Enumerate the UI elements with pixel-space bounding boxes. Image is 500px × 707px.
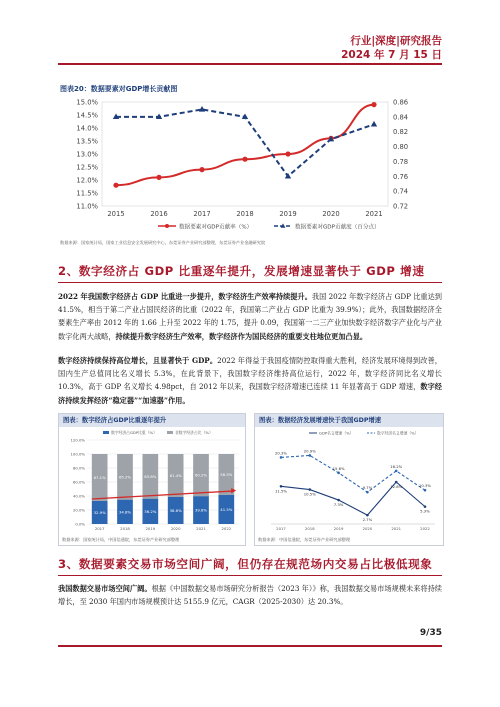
digital-growth-point	[280, 456, 283, 459]
x-tick-label: 2019	[145, 526, 156, 531]
digital-growth-label: 15.6%	[332, 465, 345, 471]
digital-growth-point	[337, 472, 340, 475]
bar-label-digital: 34.8%	[118, 509, 132, 515]
fig-left-panel	[58, 413, 246, 546]
fig-left-title: 图表：数字经济占GDP比重逐年提升	[59, 414, 245, 427]
x-tick-label: 2019	[333, 526, 344, 531]
fig-right-panel	[254, 413, 444, 546]
section3-divider	[58, 575, 442, 576]
fig-right-title: 图表：数据经济发展增速快于我国GDP增速	[255, 414, 443, 427]
section2-heading: 2、数字经济占 GDP 比重逐年提升，发展增速显著快于 GDP 增速	[58, 264, 425, 278]
y-right-tick-label: 0.74	[393, 187, 409, 196]
legend-label-gdp: GDP名义增速（%）	[319, 430, 354, 436]
gdp-growth-point	[395, 481, 398, 484]
y-right-tick-label: 0.72	[393, 202, 409, 211]
page-number: 9/35	[419, 628, 442, 638]
y-right-tick-label: 0.80	[393, 143, 409, 152]
digital-growth-point	[424, 489, 427, 492]
gdp-growth-point	[337, 499, 340, 502]
digital-growth-point	[395, 470, 398, 473]
x-tick-label: 2022	[420, 526, 430, 531]
bar-label-digital: 36.2%	[144, 508, 157, 514]
p1-tail: 持续提升数字经济生产效率，数字经济作为国民经济的重要支柱地位更加凸显。	[115, 331, 368, 341]
digital-growth-label: 9.7%	[362, 485, 373, 491]
x-tick-label: 2019	[279, 210, 297, 218]
y-left-tick-label: 14.0%	[76, 124, 98, 133]
x-tick-label: 2018	[236, 210, 254, 218]
legend-swatch-digital	[103, 431, 109, 434]
x-tick-label: 2020	[322, 210, 340, 218]
gdp-growth-point	[366, 514, 369, 517]
legend-marker-contribution-rate	[165, 224, 169, 228]
x-tick-label: 2017	[94, 526, 105, 531]
bar-label-non-digital: 63.8%	[144, 473, 157, 479]
y-right-tick-label: 0.76	[393, 172, 409, 181]
fig-left-chart	[59, 428, 245, 536]
digital-growth-label: 20.9%	[303, 448, 316, 454]
gdp-growth-label: 10.5%	[303, 491, 316, 497]
contribution-rate-point	[371, 102, 376, 107]
x-tick-label: 2021	[196, 526, 206, 531]
y-tick-label: 0.0%	[75, 521, 85, 527]
bar-label-non-digital: 61.4%	[169, 472, 182, 478]
x-tick-label: 2017	[193, 210, 211, 218]
legend-swatch-non-digital	[167, 431, 173, 434]
contribution-rate-point	[199, 167, 204, 172]
footer-divider	[58, 645, 442, 647]
y-tick-label: 100.0%	[70, 451, 85, 457]
gdp-growth-label: 11.5%	[274, 488, 288, 494]
x-tick-label: 2021	[391, 526, 402, 531]
p2-lead: 数字经济持续保持高位增长，且显著快于 GDP。	[58, 356, 218, 365]
bar-label-digital: 41.5%	[220, 506, 233, 512]
y-right-tick-label: 0.82	[393, 128, 409, 137]
y-left-tick-label: 12.5%	[76, 163, 98, 172]
contribution-rate-point	[242, 157, 247, 162]
bar-label-digital: 39.8%	[194, 507, 208, 513]
x-tick-label: 2021	[365, 210, 383, 218]
p2-body: 2022 年得益于我国疫情防控取得重大胜利，经济发展环境得到改善，国内生产总值同比名义增长 5.3%，在此背景下，我国数字经济维持高位运行，2022 年，数字经济同比名义增长 10.3%，高于 GDP 名义增长 4.98pct，自 2012 年以来，我国数字经济增速已连续 11 年显著高于 GDP 增速，	[58, 356, 442, 392]
y-left-tick-label: 13.0%	[76, 150, 98, 159]
header-divider	[58, 63, 442, 65]
report-type: 行业|深度|研究报告	[350, 35, 442, 47]
y-left-tick-label: 14.5%	[76, 111, 98, 120]
fig20-source: 数据来源：国家统计局，国家工业信息安全发展研究中心，东莞证券产业研究部整理，东莞证券产业金融研究院	[60, 240, 266, 245]
gdp-growth-label: 12.8%	[390, 484, 403, 490]
y-right-tick-label: 0.84	[393, 113, 409, 122]
y-left-tick-label: 12.0%	[76, 176, 98, 185]
bar-label-digital: 32.9%	[93, 509, 106, 515]
contribution-rate-point	[156, 175, 161, 180]
bar-label-digital: 38.6%	[169, 507, 182, 513]
y-right-tick-label: 0.86	[393, 98, 409, 107]
y-tick-label: 60.0%	[72, 479, 85, 485]
report-date: 2024 年 7 月 15 日	[341, 49, 442, 61]
fig-right-source: 数据来源：中国信通院，东莞证券产业研究部整理	[258, 537, 351, 542]
contribution-points-marker	[371, 121, 377, 127]
bar-label-non-digital: 58.5%	[220, 471, 233, 477]
x-tick-label: 2017	[276, 526, 286, 531]
bar-label-non-digital: 60.2%	[194, 472, 208, 478]
fig-right-chart	[255, 428, 443, 536]
series-digital-growth-line	[281, 455, 425, 492]
digital-growth-label: 10.3%	[418, 483, 432, 489]
p1-body: 我国 2022 年数字经济占 GDP 比重达到 41.5%，相当于第二产业占国民经济的比重（2022 年，我国第二产业占 GDP 比重为 39.9%）；此外，我国数据经济全要素生产率由 2012 年的 1.66 上升至 2022 年的 1.75，提升 0.09，我国第一二三产业加快数字经济数字产业化与产业数字化两大战略，	[58, 292, 442, 341]
section2-divider	[58, 282, 442, 283]
fig20-title: 图表20：数据要素对GDP增长贡献图	[60, 85, 178, 93]
x-tick-label: 2018	[304, 526, 315, 531]
x-tick-label: 2020	[362, 526, 373, 531]
digital-growth-label: 20.3%	[274, 450, 288, 456]
section2-paragraph1	[58, 290, 442, 343]
gdp-growth-label: 2.7%	[362, 517, 373, 523]
contribution-rate-point	[113, 183, 118, 188]
report-header	[341, 34, 442, 62]
y-left-tick-label: 15.0%	[76, 98, 98, 107]
legend-label-contribution-points: 数据要素对GDP贡献度（百分点）	[295, 224, 380, 231]
series-gdp-growth-line	[281, 482, 425, 515]
gdp-growth-label: 5.3%	[420, 508, 430, 514]
legend-label-digital-growth: 数字经济名义增速（%）	[377, 430, 419, 436]
legend-label-digital: 数字经济占GDP比重（%）	[111, 430, 157, 435]
trend-arrow-line	[92, 491, 234, 499]
section3-heading: 3、数据要素交易市场空间广阔，但仍存在规范场内交易占比极低现象	[58, 557, 433, 571]
y-tick-label: 120.0%	[70, 437, 85, 443]
gdp-growth-point	[424, 505, 427, 508]
contribution-points-marker	[242, 113, 248, 119]
contribution-rate-point	[285, 151, 290, 156]
fig-left-source: 数据来源：国家统计局，中国信通院，东莞证券产业研究部整理	[62, 537, 180, 542]
p3-lead: 我国数据交易市场空间广阔。	[58, 584, 152, 593]
y-right-tick-label: 0.78	[393, 157, 409, 166]
digital-growth-point	[309, 454, 312, 457]
y-left-tick-label: 11.0%	[76, 202, 98, 211]
bar-label-non-digital: 67.1%	[93, 474, 106, 480]
p3-body: 根据《中国数据交易市场研究分析报告（2023 年）》称，我国数据交易市场规模未来将持续增长，至 2030 年国内市场规模预计达 5155.9 亿元，CAGR（2025-2030）达 20.3%。	[58, 584, 442, 607]
series-contribution-points-line	[116, 109, 374, 176]
y-left-tick-label: 11.5%	[76, 189, 98, 198]
gdp-growth-point	[309, 488, 312, 491]
y-tick-label: 80.0%	[72, 465, 85, 471]
y-tick-label: 20.0%	[72, 507, 85, 513]
x-tick-label: 2016	[150, 210, 168, 218]
legend-label-non-digital: 非数字经济占比（%）	[175, 430, 213, 435]
fig20-chart	[58, 94, 442, 242]
digital-growth-point	[366, 491, 369, 494]
y-tick-label: 40.0%	[72, 493, 85, 499]
gdp-growth-point	[280, 485, 283, 488]
legend-label-contribution-rate: 数据要素对GDP贡献率（%）	[179, 224, 253, 231]
bar-label-non-digital: 65.2%	[118, 474, 132, 480]
p1-lead: 2022 年我国数字经济占 GDP 比重进一步提升，数字经济生产效率持续提升。	[58, 292, 312, 301]
x-tick-label: 2015	[107, 210, 125, 218]
x-tick-label: 2020	[170, 526, 181, 531]
y-left-tick-label: 13.5%	[76, 137, 98, 146]
section3-paragraph	[58, 582, 442, 608]
digital-growth-label: 16.2%	[390, 463, 403, 469]
gdp-growth-label: 7.3%	[333, 502, 344, 508]
x-tick-label: 2018	[120, 526, 130, 531]
x-tick-label: 2022	[221, 526, 232, 531]
p2-tail: 数字经济持续发挥经济“稳定器”“加速器”作用。	[58, 382, 442, 405]
section2-paragraph2	[58, 354, 442, 407]
